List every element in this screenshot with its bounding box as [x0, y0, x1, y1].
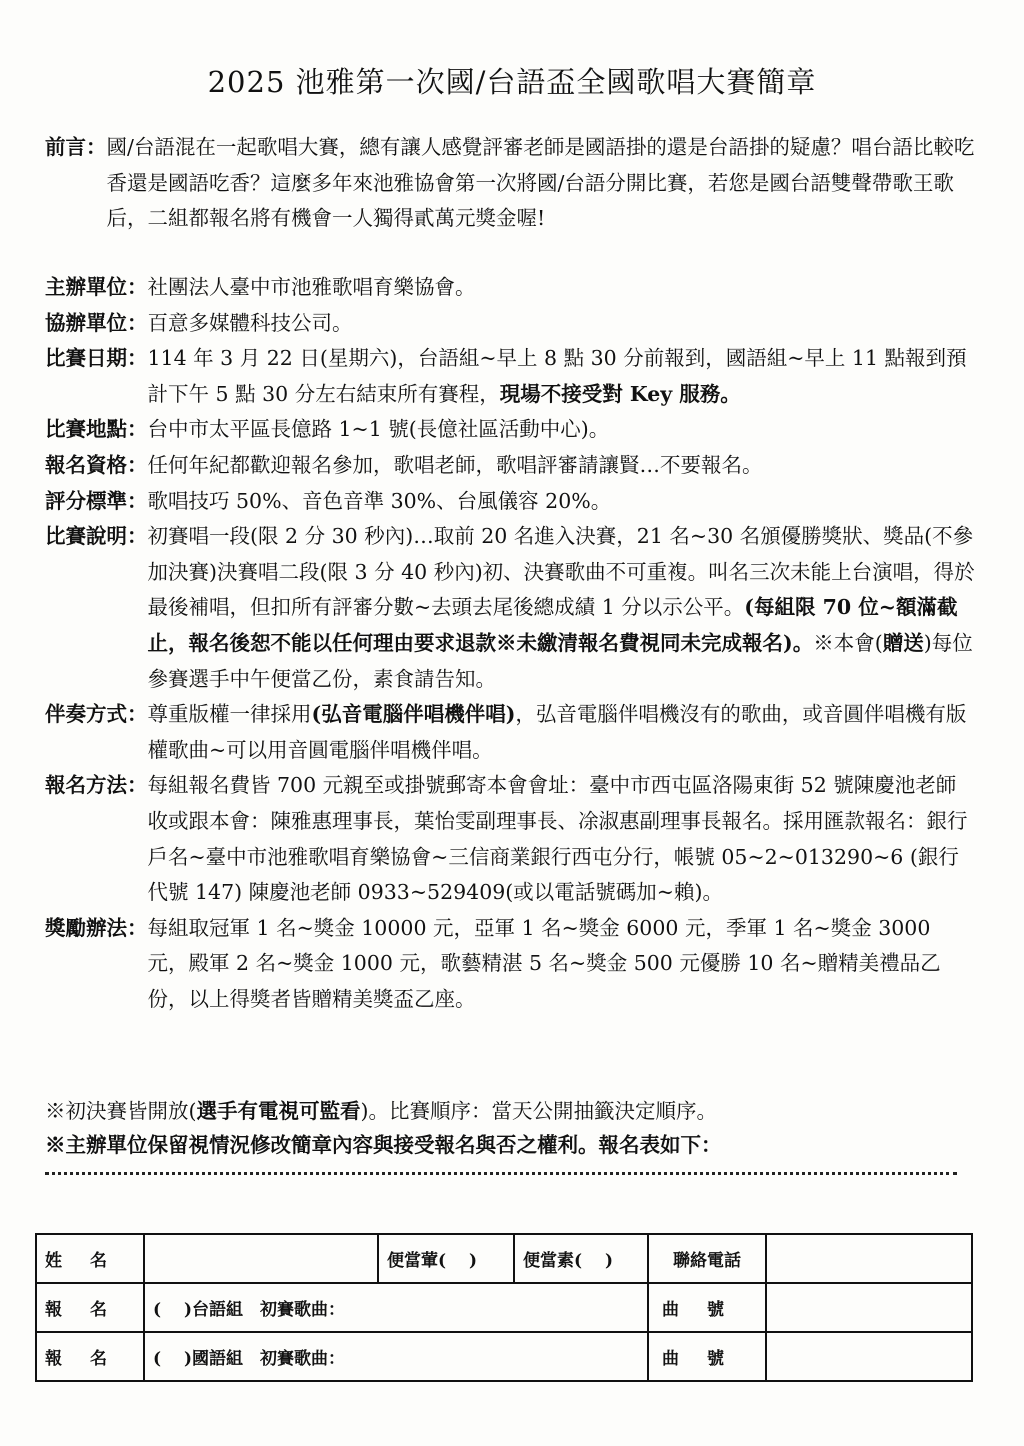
awards-row: [45, 911, 975, 1018]
accompaniment-bold: (弘音電腦伴唱機伴唱): [311, 702, 516, 727]
note1-b: )。比賽順序：當天公開抽籤決定順序。: [360, 1099, 717, 1123]
form-row-taiwanese: [36, 1283, 972, 1332]
cut-line-divider: [45, 1172, 957, 1175]
name-label: 姓名: [36, 1234, 144, 1283]
organizer-text: 社團法人臺中市池雅歌唱育樂協會。: [147, 275, 476, 299]
note1-bold: 選手有電視可監看: [196, 1099, 361, 1123]
venue-label: 比賽地點：: [45, 417, 148, 442]
lunch-meat-option[interactable]: 便當葷( ): [378, 1234, 514, 1283]
eligibility-text: 任何年紀都歡迎報名參加，歌唱老師，歌唱評審請讓賢…不要報名。: [147, 452, 763, 477]
scoring-text: 歌唱技巧 50%、音色音準 30%、台風儀容 20%。: [147, 488, 612, 513]
date-text: [148, 341, 976, 412]
accompaniment-row: [45, 697, 975, 768]
date-body: 114 年 3 月 22 日(星期六)，台語組~早上 8 點 30 分前報到，國語組~早上 11 點報到預計下午 5 點 30 分左右結束所有賽程，: [147, 346, 967, 406]
info-section: [45, 270, 975, 1017]
mandarin-song-field[interactable]: ( )國語組 初賽歌曲：: [144, 1332, 648, 1381]
preface-text: 國/台語混在一起歌唱大賽，總有讓人感覺評審老師是國語掛的還是台語掛的疑慮？唱台語比較吃香還是國語吃香？這麼多年來池雅協會第一次將國/台語分開比賽，若您是國台語雙聲帶歌王歌后，二組都報名將有機會一人獨得貳萬元獎金喔!: [106, 135, 975, 231]
song-no-field-taiwanese[interactable]: [766, 1283, 972, 1332]
co-organizer-text: 百意多媒體科技公司。: [147, 310, 353, 335]
registration-label: 報名方法：: [45, 773, 148, 798]
date-row: [45, 341, 975, 412]
venue-text: 台中市太平區長億路 1~1 號(長億社區活動中心)。: [147, 417, 610, 442]
eligibility-row: [45, 448, 975, 484]
rules-body: 初賽唱一段(限 2 分 30 秒內)…取前 20 名進入決賽，21 名~30 名頒優勝獎狀、獎品(不參加決賽)決賽唱二段(限 3 分 40 秒內)初、決賽歌曲不可重複。叫名三次未能上台演唱，得於最後補唱，但扣所有評審分數~去頭去尾後總成績 1 分以示公平。: [147, 524, 975, 620]
song-no-label-mandarin: 曲號: [648, 1332, 766, 1381]
awards-label: 獎勵辦法：: [45, 915, 148, 940]
song-no-label-taiwanese: 曲號: [648, 1283, 766, 1332]
accompaniment-body-b: ，弘音電腦伴唱機沒有的歌曲，或音圓伴唱機有版權歌曲~可以用音圓電腦伴唱機伴唱。: [147, 702, 967, 762]
co-organizer-row: [45, 306, 975, 342]
rules-lunch-a: ※本會(: [813, 630, 883, 655]
rules-lunch-b: )每位參賽選手中午便當乙份，素食請告知。: [147, 630, 973, 691]
scoring-label: 評分標準：: [45, 488, 148, 513]
phone-label: 聯絡電話: [648, 1234, 766, 1283]
signup-label-taiwanese: 報名: [36, 1283, 144, 1332]
date-label: 比賽日期：: [45, 346, 148, 371]
eligibility-label: 報名資格：: [45, 452, 148, 477]
song-no-field-mandarin[interactable]: [766, 1332, 972, 1381]
accompaniment-label: 伴奏方式：: [45, 702, 148, 727]
rules-row: [45, 519, 975, 697]
preface-section: [45, 130, 975, 237]
note-open-competition: [45, 1094, 975, 1130]
organizer-row: [45, 270, 975, 306]
accompaniment-text: [148, 697, 976, 768]
rules-label: 比賽說明：: [45, 524, 148, 549]
taiwanese-song-field[interactable]: ( )台語組 初賽歌曲：: [144, 1283, 648, 1332]
scoring-row: [45, 484, 975, 520]
rules-bold-note: (每組限 70 位~額滿截止，報名後恕不能以任何理由要求退款※未繳清報名費視同未完成報名)。: [147, 595, 958, 655]
form-row-mandarin: [36, 1332, 972, 1381]
preface-label: 前言：: [45, 135, 107, 159]
note1-a: ※初決賽皆開放(: [45, 1099, 197, 1123]
registration-form: [35, 1233, 973, 1382]
co-organizer-label: 協辦單位：: [45, 310, 148, 335]
accompaniment-body-a: 尊重版權一律採用: [147, 702, 312, 727]
page-title: 2025 池雅第一次國/台語盃全國歌唱大賽簡章: [207, 65, 817, 99]
awards-text: 每組取冠軍 1 名~獎金 10000 元，亞軍 1 名~獎金 6000 元，季軍 1 名~獎金 3000 元，殿軍 2 名~獎金 1000 元，歌藝精湛 5 名~獎金 500 元優勝 10 名~贈精美禮品乙份，以上得獎者皆贈精美獎盃乙座。: [147, 915, 941, 1011]
name-field[interactable]: [144, 1234, 378, 1283]
registration-row: [45, 768, 975, 910]
signup-label-mandarin: 報名: [36, 1332, 144, 1381]
date-bold-note: 現場不接受對 Key 服務。: [499, 381, 741, 406]
note-rights-reserved: ※主辦單位保留視情況修改簡章內容與接受報名與否之權利。報名表如下：: [45, 1133, 722, 1157]
phone-field[interactable]: [766, 1234, 972, 1283]
organizer-label: 主辦單位：: [45, 275, 148, 299]
registration-text: 每組報名費皆 700 元親至或掛號郵寄本會會址：臺中市西屯區洛陽東街 52 號陳慶池老師收或跟本會：陳雅惠理事長，葉怡雯副理事長、凃淑惠副理事長報名。採用匯款報名：銀行戶名~臺中市池雅歌唱育樂協會~三信商業銀行西屯分行，帳號 05~2~013290~6 (銀行代號 147) 陳慶池老師 0933~529409(或以電話號碼加~賴)。: [147, 773, 968, 905]
lunch-veg-option[interactable]: 便當素( ): [514, 1234, 648, 1283]
form-row-contact: [36, 1234, 972, 1283]
rules-text: [148, 519, 976, 697]
rules-lunch-bold: 贈送: [882, 630, 924, 655]
venue-row: [45, 412, 975, 448]
